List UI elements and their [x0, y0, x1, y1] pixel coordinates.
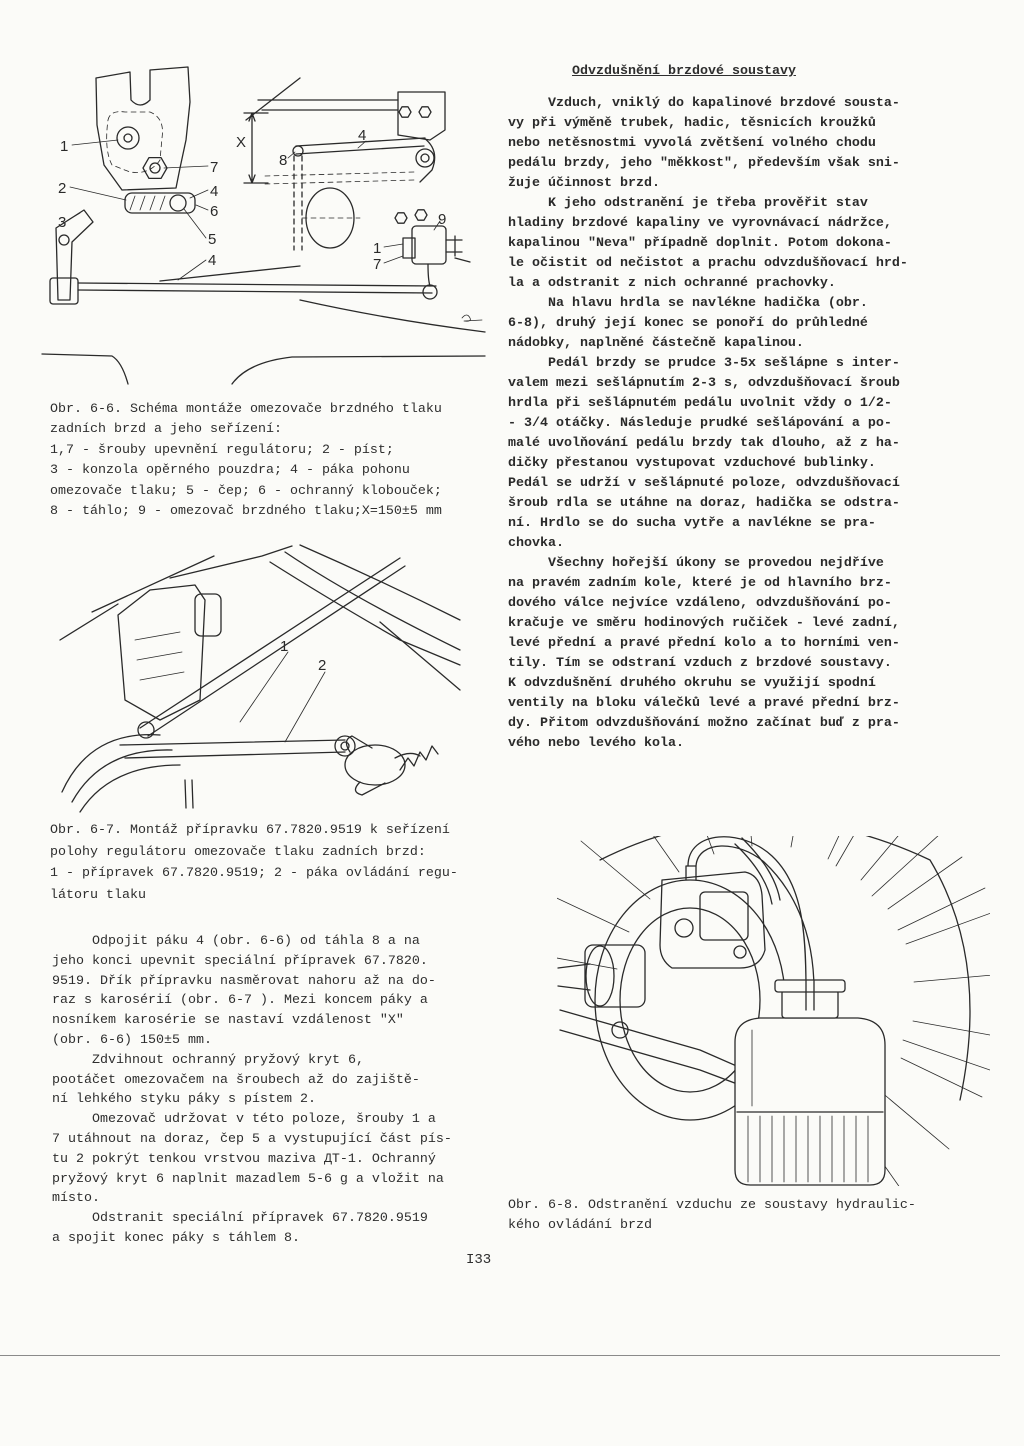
- section-title: Odvzdušnění brzdové soustavy: [572, 64, 796, 79]
- text-line: Obr. 6-6. Schéma montáže omezovače brzdného tlaku: [50, 402, 442, 417]
- text-line: levé přední a pravé přední kolo a to horními ven-: [508, 636, 900, 651]
- text-line: - 3/4 otáčky. Následuje prudké sešlápování a po-: [508, 416, 892, 431]
- lever-hidden-lines: [265, 172, 415, 184]
- lever-eye-center: [421, 154, 429, 162]
- figure-6-7-drawing: [60, 545, 460, 812]
- road-line: [300, 300, 485, 332]
- regulator-pipe: [428, 264, 430, 286]
- container-neck: [782, 990, 838, 1018]
- body-beam: [246, 78, 398, 120]
- caliper-bolt-b: [734, 946, 746, 958]
- text-line: omezovače tlaku; 5 - čep; 6 - ochranný klobouček;: [50, 483, 442, 499]
- pressure-regulator-9: [412, 226, 446, 264]
- housing-shading: [135, 632, 184, 680]
- text-line: pootáčet omezovačem na šroubech až do zajiště-: [52, 1072, 420, 1088]
- text-line: šroub rdla se utáhne na doraz, hadička se odstra-: [508, 496, 900, 511]
- wheel-arc: [62, 735, 180, 812]
- paragraph: [508, 354, 908, 554]
- callout-label: 1: [280, 638, 289, 655]
- lever-eye: [416, 149, 434, 167]
- text-line: chovka.: [508, 536, 564, 551]
- hand-palm: [345, 745, 405, 785]
- regulator-housing: [118, 585, 205, 720]
- callout-label: 2: [58, 180, 67, 197]
- floor-line-left: [42, 354, 128, 384]
- arm-bolt: [612, 1022, 628, 1038]
- leader-lines: [240, 652, 325, 742]
- text-line: Všechny hořejší úkony se provedou nejdříve: [548, 556, 884, 571]
- paragraph: [508, 194, 908, 294]
- text-line: místo.: [52, 1191, 100, 1207]
- text-line: vy při výměně trubek, hadic, těsnicích kroužků: [508, 116, 876, 131]
- regulator-cylinder: [195, 594, 221, 636]
- bolt-1: [117, 127, 139, 149]
- text-line: le očistit od nečistot a prachu odvzdušňovací hrd-: [508, 256, 908, 271]
- caliper-bolt-a: [675, 919, 693, 937]
- figure-6-6-caption: [50, 400, 442, 522]
- text-line: nebo netěsnostmi vyvolá zvětšení volného chodu: [508, 136, 876, 151]
- paragraph: [52, 1051, 452, 1110]
- callout-label: 3: [58, 214, 67, 231]
- text-line: Odstranit speciální přípravek 67.7820.9519: [92, 1211, 428, 1227]
- text-line: raz s karosérií (obr. 6-7 ). Mezi koncem páky a: [52, 993, 428, 1009]
- text-line: K odvzdušnění druhého okruhu se využijí spodní: [508, 676, 876, 691]
- text-line: Obr. 6-8. Odstranění vzduchu ze soustavy hydraulic-: [508, 1198, 916, 1213]
- text-line: 9519. Dřík přípravku nasměrovat nahoru až na do-: [52, 973, 436, 989]
- regulator-bolt-b: [415, 210, 427, 220]
- regulator-ports: [446, 236, 470, 262]
- text-line: Pedál brzdy se prudce 3-5x sešlápne s inter-: [548, 356, 900, 371]
- callout-label: 9: [438, 211, 447, 228]
- upper-lever: [296, 138, 435, 182]
- cap-hatching: [130, 196, 165, 210]
- brake-caliper: [660, 872, 765, 968]
- text-line: pedálu brzdy, jeho "měkkost", především však sni-: [508, 156, 900, 171]
- text-line: vého nebo levého kola.: [508, 736, 684, 751]
- text-line: la a odstranit z nich ochranné prachovky.: [508, 276, 836, 291]
- post: [185, 780, 193, 808]
- paragraph: [508, 294, 908, 354]
- fixture-1-rod: [140, 558, 405, 736]
- rod-8: [294, 156, 302, 250]
- text-line: Obr. 6-7. Montáž přípravku 67.7820.9519 k seřízení: [50, 823, 450, 838]
- regulator-clamp: [403, 238, 415, 258]
- text-line: K jeho odstranění je třeba prověřit stav: [548, 196, 868, 211]
- figure-6-6-drawing: [42, 67, 485, 384]
- text-line: ventily na bloku válečků levé a pravé přední brz-: [508, 696, 900, 711]
- hose-coil: [400, 746, 438, 770]
- text-line: dového válce nejvíce vzdáleno, odvzdušňování po-: [508, 596, 892, 611]
- bolt-1-center: [124, 134, 132, 142]
- text-line: nosníkem karosérie se nastaví vzdálenost "X": [52, 1013, 404, 1029]
- text-line: polohy regulátoru omezovače tlaku zadních brzd:: [50, 844, 426, 860]
- callout-label: 2: [318, 657, 327, 674]
- console-hole: [59, 235, 69, 245]
- paragraph: [52, 1110, 452, 1209]
- text-line: dy. Přitom odvzdušňování možno začínat buď z pra-: [508, 716, 900, 731]
- text-line: Vzduch, vniklý do kapalinové brzdové sousta-: [548, 96, 900, 111]
- brake-lines: [270, 545, 460, 690]
- text-line: Zdvihnout ochranný pryžový kryt 6,: [92, 1052, 364, 1068]
- bottom-rule: [0, 1355, 1000, 1356]
- text-line: 1,7 - šrouby upevnění regulátoru; 2 - píst;: [50, 442, 394, 458]
- callout-label: 4: [208, 252, 217, 269]
- lever-4-arm: [160, 266, 300, 281]
- text-line: látoru tlaku: [50, 887, 146, 903]
- text-line: kapalinou "Neva" případně doplnit. Potom dokona-: [508, 236, 892, 251]
- dimension-x: [244, 113, 268, 183]
- text-line: ní lehkého styku páky s pístem 2.: [52, 1092, 316, 1108]
- callout-label: 6: [210, 203, 219, 220]
- floor-line-right: [232, 356, 485, 384]
- callout-label: 8: [279, 152, 288, 169]
- pin-5: [170, 195, 186, 211]
- text-line: 8 - táhlo; 9 - omezovač brzdného tlaku;X=150±5 mm: [50, 504, 442, 520]
- bolt-7: [143, 158, 167, 179]
- text-line: dičky přestanou vystupovat vzduchové bublinky.: [508, 456, 876, 471]
- wheel-hub: [585, 945, 645, 1007]
- text-line: malé uvolňování pedálu brzdy tak dlouho, až z ha-: [508, 436, 900, 451]
- text-line: Odpojit páku 4 (obr. 6-6) od táhla 8 a na: [92, 934, 420, 949]
- text-line: jeho konci upevnit speciální přípravek 67.7820.: [52, 953, 428, 969]
- figure-6-7-caption: [50, 820, 458, 906]
- text-line: kračuje ve směru hodinových ručiček - levé zadní,: [508, 616, 900, 631]
- text-line: Pedál se udrží v sešlápnuté poloze, odvzdušňovací: [508, 476, 900, 491]
- hub-face: [586, 946, 614, 1006]
- text-line: (obr. 6-6) 150±5 mm.: [52, 1032, 212, 1048]
- mount-bolt-right: [419, 107, 431, 117]
- callout-label: 4: [358, 127, 367, 144]
- page-number: I33: [466, 1252, 492, 1268]
- ground-mark: [462, 315, 482, 321]
- callout-label: 1: [373, 240, 382, 257]
- paragraph: [508, 94, 908, 194]
- callout-label: 7: [373, 256, 382, 273]
- text-line: 6-8), druhý její konec se ponoří do průhledné: [508, 316, 868, 331]
- callout-label: 7: [210, 159, 219, 176]
- bleed-hose: [688, 837, 814, 990]
- paragraph: [52, 1209, 452, 1249]
- text-line: 3 - konzola opěrného pouzdra; 4 - páka pohonu: [50, 463, 410, 479]
- text-line: 7 utáhnout na doraz, čep 5 a vystupující část pís-: [52, 1131, 452, 1147]
- callout-label: X: [236, 134, 247, 151]
- mount-bolt-left: [399, 107, 411, 117]
- text-line: tu 2 pokrýt tenkou vrstvou maziva ДТ-1. Ochranný: [52, 1151, 436, 1167]
- text-line: tily. Tím se odstraní vzduch z brzdové soustavy.: [508, 656, 892, 671]
- text-line: zadních brzd a jeho seřízení:: [50, 422, 282, 438]
- text-line: Omezovač udržovat v této poloze, šrouby 1 a: [92, 1112, 436, 1128]
- text-line: a spojit konec páky s táhlem 8.: [52, 1230, 300, 1246]
- lever-2: [120, 740, 345, 758]
- lever-2-bolt: [335, 736, 355, 756]
- text-line: žuje účinnost brzd.: [508, 176, 660, 191]
- text-line: ní. Hrdlo se do sucha vytře a navlékne se pra-: [508, 516, 876, 531]
- text-line: na pravém zadním kole, které je od hlavního brz-: [508, 576, 892, 591]
- pipe-fitting: [423, 285, 437, 299]
- callout-label: 1: [60, 138, 69, 155]
- figure-6-8-drawing: [529, 756, 1004, 1192]
- text-line: 1 - přípravek 67.7820.9519; 2 - páka ovládání regu-: [50, 866, 458, 881]
- lever-4: [78, 283, 436, 293]
- text-line: Na hlavu hrdla se navlékne hadička (obr.: [548, 296, 868, 311]
- regulator-bolt-a: [395, 213, 407, 223]
- text-line: kého ovládání brzd: [508, 1218, 652, 1233]
- paragraph: [508, 554, 908, 754]
- body-frame: [60, 546, 292, 640]
- right-column-text: [508, 94, 908, 754]
- container: [735, 1018, 885, 1185]
- text-line: nádobky, naplněné částečně kapalinou.: [508, 336, 804, 351]
- leader-lines: [68, 140, 440, 280]
- figure-6-8-caption: [508, 1196, 916, 1236]
- text-line: hrdla při sešlápnutém pedálu uvolnit vždy o 1/2-: [508, 396, 892, 411]
- hand-fingers: [346, 736, 420, 795]
- container-cap: [775, 980, 845, 992]
- text-line: hladiny brzdové kapaliny ve vyrovnávací nádržce,: [508, 216, 892, 231]
- text-line: valem mezi sešlápnutím 2-3 s, odvzdušňovací šroub: [508, 376, 900, 391]
- callout-label: 5: [208, 231, 217, 248]
- text-line: pryžový kryt 6 naplnit mazadlem 5-6 g a vložit na: [52, 1171, 444, 1187]
- callout-label: 4: [210, 183, 219, 200]
- paragraph: [52, 932, 452, 1051]
- left-column-text: [52, 932, 452, 1249]
